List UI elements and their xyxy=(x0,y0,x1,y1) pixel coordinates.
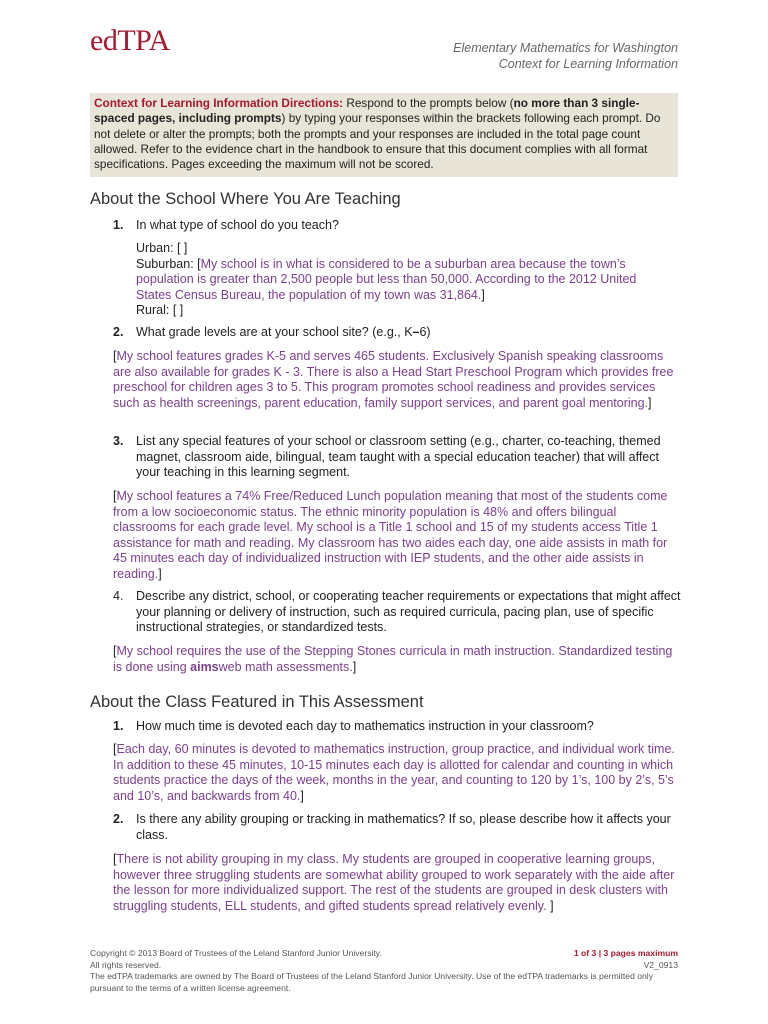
response-3[interactable]: [My school features a 74% Free/Reduced Lunch population meaning that most of the students come from a low socioeconomic status. The ethnic minority population is 48% and offers bilingual classrooms for each grade level. My school is a Title 1 school and 15 of my students access Title 1 assistance for math and reading. My classroom has two aides each day, one aide assists in math for 45 minutes each day of individualized instruction with IEP students, and the other aide assists in reading.] xyxy=(113,489,668,581)
class-prompt-1: 1. How much time is devoted each day to mathematics instruction in your classroom? xyxy=(113,719,594,733)
prompt-1: 1. In what type of school do you teach? xyxy=(113,218,339,232)
urban-option: Urban: [ ] xyxy=(136,241,188,255)
trademark-note: The edTPA trademarks are owned by The Board of Trustees of the Leland Stanford Junior University. Use of the edTPA trademarks is permitted only pursuant to the terms of a written license agreement. xyxy=(90,971,654,993)
prompt-4: 4. Describe any district, school, or cooperating teacher requirements or expectations that might affect your planning or delivery of instruction, such as required curricula, pacing plan, use of specific instructional strategies, or standardized tests. xyxy=(113,589,681,635)
page-footer xyxy=(90,948,678,994)
copyright: Copyright © 2013 Board of Trustees of the Leland Stanford Junior University. xyxy=(90,948,382,958)
prompt-3: 3. List any special features of your school or classroom setting (e.g., charter, co-teaching, themed magnet, classroom aide, bilingual, team taught with a special education teacher) that will affect your teaching in this learning segment. xyxy=(113,434,661,480)
school-type-list xyxy=(136,241,661,319)
directions-box: Context for Learning Information Directions: Respond to the prompts below (no more than 3 single-spaced pages, including prompts) by typing your responses within the brackets following each prompt. Do not delete or alter the prompts; both the prompts and your responses are included in the total page count allowed. Refer to the evidence chart in the handbook to ensure that this document complies with all format specifications. Pages exceeding the maximum will not be scored. xyxy=(90,93,678,177)
document-header xyxy=(453,40,678,72)
directions-lead: Context for Learning Information Directions: xyxy=(94,96,344,110)
page-indicator: 1 of 3 | 3 pages maximum xyxy=(573,948,678,958)
class-response-2[interactable]: [There is not ability grouping in my class. My students are grouped in cooperative learning groups, however three struggling students are somewhat ability grouped to work separately with the aide after the lesson for more individualized support. The rest of the students are grouped in desk clusters with struggling students, ELL students, and gifted students spread relatively evenly. ] xyxy=(113,852,675,913)
prompt-2: 2. What grade levels are at your school site? (e.g., K–6) xyxy=(113,325,431,339)
header-title: Elementary Mathematics for Washington xyxy=(453,41,678,55)
response-text[interactable]: My school is in what is considered to be a suburban area because the town’s population is greater than 2,500 people but less than 50,000. According to the 2012 United States Census Bureau, the population of my town was 31,864. xyxy=(136,256,637,302)
response-2[interactable]: [My school features grades K-5 and serves 465 students. Exclusively Spanish speaking classrooms are also available for grades K - 3. There is also a Head Start Preschool Program which provides free preschool for children ages 3 to 5. This program promotes school readiness and provides services such as health screenings, parent education, family support services, and parent goal mentoring.] xyxy=(113,349,674,410)
class-prompt-2: 2. Is there any ability grouping or tracking in mathematics? If so, please describe how it affects your class. xyxy=(113,812,671,842)
version: V2_0913 xyxy=(643,959,678,970)
header-subtitle: Context for Learning Information xyxy=(498,57,678,71)
page-limit-note: no more than 3 single-spaced pages, including prompts xyxy=(94,96,640,126)
rights: All rights reserved. xyxy=(90,959,162,970)
section-class-heading: About the Class Featured in This Assessment xyxy=(90,693,424,711)
class-response-1[interactable]: [Each day, 60 minutes is devoted to mathematics instruction, group practice, and individual work time. In addition to these 45 minutes, 10-15 minutes each day is allotted for calendar and counting in which students practice the days of the week, months in the year, and counting to 120 by 1’s, 100 by 2’s, 5’s and 10’s, and backwards from 40.] xyxy=(113,742,675,803)
rural-option: Rural: [ ] xyxy=(136,303,184,318)
edtpa-logo: edTPA xyxy=(90,24,170,57)
section-school-heading: About the School Where You Are Teaching xyxy=(90,190,401,208)
response-4[interactable]: [My school requires the use of the Stepping Stones curricula in math instruction. Standardized testing is done using aimsweb math assessments.] xyxy=(113,644,673,674)
suburban-option: Suburban: [My school is in what is considered to be a suburban area because the town’s population is greater than 2,500 people but less than 50,000. According to the 2012 United States Census Bureau, the population of my town was 31,864.] xyxy=(136,256,637,302)
